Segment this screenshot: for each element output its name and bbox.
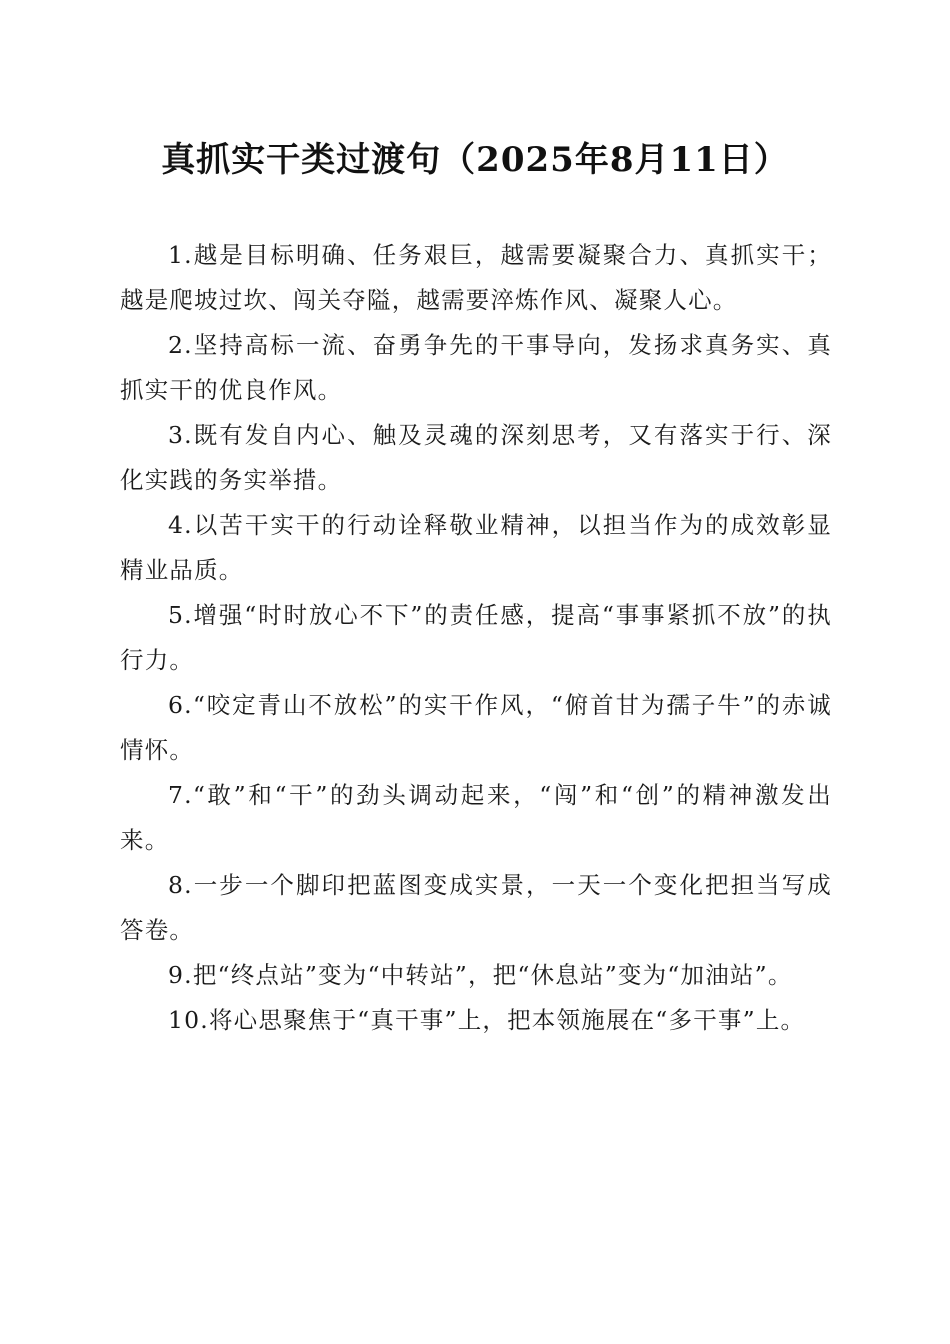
paragraph-4: 4.以苦干实干的行动诠释敬业精神，以担当作为的成效彰显精业品质。 bbox=[120, 511, 832, 584]
paragraph-9: 9.把“终点站”变为“中转站”，把“休息站”变为“加油站”。 bbox=[168, 961, 793, 989]
paragraph-2: 2.坚持高标一流、奋勇争先的干事导向，发扬求真务实、真抓实干的优良作风。 bbox=[120, 331, 832, 404]
document-body bbox=[120, 233, 832, 1043]
paragraph-8: 8.一步一个脚印把蓝图变成实景，一天一个变化把担当写成答卷。 bbox=[120, 871, 832, 944]
paragraph-7: 7.“敢”和“干”的劲头调动起来，“闯”和“创”的精神激发出来。 bbox=[120, 781, 832, 854]
paragraph-1: 1.越是目标明确、任务艰巨，越需要凝聚合力、真抓实干；越是爬坡过坎、闯关夺隘，越需要淬炼作风、凝聚人心。 bbox=[120, 241, 832, 314]
paragraph-5: 5.增强“时时放心不下”的责任感，提高“事事紧抓不放”的执行力。 bbox=[120, 601, 832, 674]
document-title: 真抓实干类过渡句（2025年8月11日） bbox=[161, 140, 789, 180]
paragraph-6: 6.“咬定青山不放松”的实干作风，“俯首甘为孺子牛”的赤诚情怀。 bbox=[120, 691, 832, 764]
paragraph-10: 10.将心思聚焦于“真干事”上，把本领施展在“多干事”上。 bbox=[168, 1006, 806, 1034]
paragraph-3: 3.既有发自内心、触及灵魂的深刻思考，又有落实于行、深化实践的务实举措。 bbox=[120, 421, 832, 494]
